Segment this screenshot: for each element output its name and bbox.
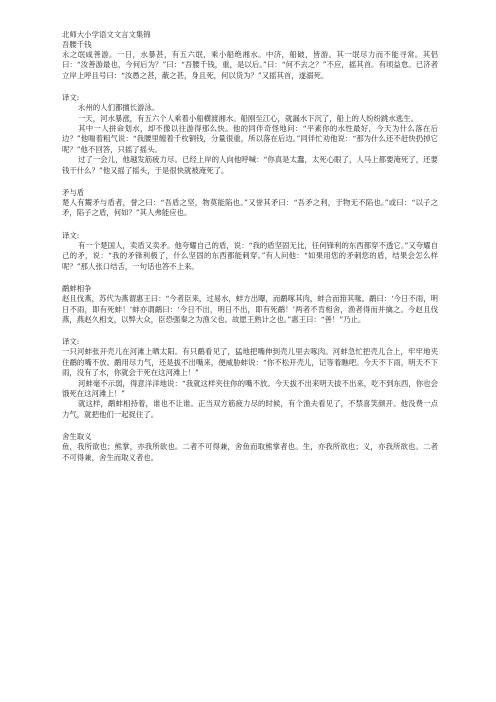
document-title: 北师大小学语文文言文集锦 xyxy=(62,30,151,39)
translation-paragraph: 过了一会儿，他越发筋疲力尽。已经上岸的人向他呼喊：“你真是太蠢，太死心眼了，人马上都要淹死了，还要钱干什么？”他又摇了摇头，于是很快就被淹死了。 xyxy=(62,155,438,175)
translation-paragraph: 一天，河水暴涨，有五六个人乘着小船横渡湘水。船刚至江心，就漏水下沉了，船上的人纷纷跳水逃生。 xyxy=(78,113,418,123)
story-title-shesheng-quyi: 舍生取义 xyxy=(62,432,92,442)
story-title-wuyaoqianqian: 吾腰千钱 xyxy=(62,40,92,49)
story-title-yubangxiangzheng: 鹬蚌相争 xyxy=(62,284,92,294)
translation-paragraph: 一只河蚌张开壳儿在河滩上晒太阳。有只鹬看见了，猛地把嘴伸到壳儿里去啄肉。河蚌急忙把壳儿合上，牢牢地夹住鹬的嘴不放。鹬用尽力气，还是拔不出嘴来，便威胁蚌说：“你不松开壳儿，记等着瞧吧。今天不下雨，明天不下雨，没有了水，你就会干死在这河滩上！” xyxy=(62,347,438,378)
spacer xyxy=(62,81,438,93)
story-original-maoyudun: 楚人有鬻矛与盾者，誉之曰：“吾盾之坚，物莫能陷也。”又誉其矛曰：“吾矛之利，于物无不陷也。”或曰：“以子之矛，陷子之盾，何如？”其人弗能应也。 xyxy=(62,198,438,218)
translation-paragraph: 其中一人拼命划水，却不像以往游得那么快。他的同伴奇怪地问：“平素你的水性最好，今天为什么落在后边？”他喘着粗气说：“我腰里缠着千枚铜钱，分量很重，所以落在后边。”同伴忙劝他说：“那为什么还不赶快扔掉它呢？”他不回答，只摇了摇头。 xyxy=(62,124,438,154)
translation-paragraph: 永州的人们都擅长游泳。 xyxy=(78,103,160,113)
story-original-shesheng-quyi: 鱼，我所欲也；熊掌，亦我所欲也。二者不可得兼，舍鱼而取熊掌者也。生，亦我所欲也；义，亦我所欲也。二者不可得兼，舍生而取义者也。 xyxy=(62,442,438,462)
spacer xyxy=(62,325,438,337)
spacer xyxy=(62,176,438,188)
spacer xyxy=(62,420,438,432)
story-original-yubangxiangzheng: 赵且伐燕，苏代为燕谓惠王曰：“今者臣来，过易水，蚌方出曝，而鹬啄其肉，蚌合而箝其喙。鹬曰：‘今日不雨，明日不雨，即有死蚌！’蚌亦谓鹬曰：‘今日不出，明日不出，即有死鹬！’两者不肯相舍，渔者得而并擒之。今赵且伐燕，燕赵久相支，以弊大众，臣恐强秦之为渔父也。故愿王熟计之也。”惠王曰：“善！”乃止。 xyxy=(62,294,438,324)
translation-paragraph: 有一个楚国人，卖盾又卖矛。他夸耀自己的盾，说：“我的盾坚固无比，任何锋利的东西都穿不透它。”又夸耀自己的矛，说：“我的矛锋利极了，什么坚固的东西都能刺穿。”有人问他：“如果用您的矛刺您的盾，结果会怎么样呢？”那人张口结舌，一句话也答不上来。 xyxy=(62,240,438,271)
story-title-maoyudun: 矛与盾 xyxy=(62,188,85,198)
translation-label: 译文: xyxy=(62,337,80,347)
translation-paragraph: 就这样，鹬蚌相持着，谁也不让谁。正当双方筋疲力尽的时候，有个渔夫看见了，不禁喜笑颜开。他没费一点力气，就把他们一起捉住了。 xyxy=(62,399,438,419)
spacer xyxy=(62,219,438,231)
spacer xyxy=(62,272,438,284)
translation-label: 译文: xyxy=(62,230,80,240)
translation-paragraph: 河蚌毫不示弱，得意洋洋地说：“我就这样夹住你的嘴不放。今天拔不出来明天拔不出来，吃不到东西，你也会饿死在这河滩上！” xyxy=(62,378,438,398)
story-original-wuyaoqianqian: 永之氓咸善游。一日，水暴甚，有五六氓，乘小船绝湘水。中济，船破，皆游。其一氓尽力而不能寻常。其侣曰：“汝善游最也，今何后为？”曰：“吾腰千钱，重，是以后。”曰：“何不去之？”不应，摇其首。有顷益怠。已济者立岸上呼且号曰：“汝愚之甚，蔽之甚，身且死，何以货为？”又摇其首，遂溺死。 xyxy=(62,50,438,80)
translation-label: 译文: xyxy=(62,93,80,103)
